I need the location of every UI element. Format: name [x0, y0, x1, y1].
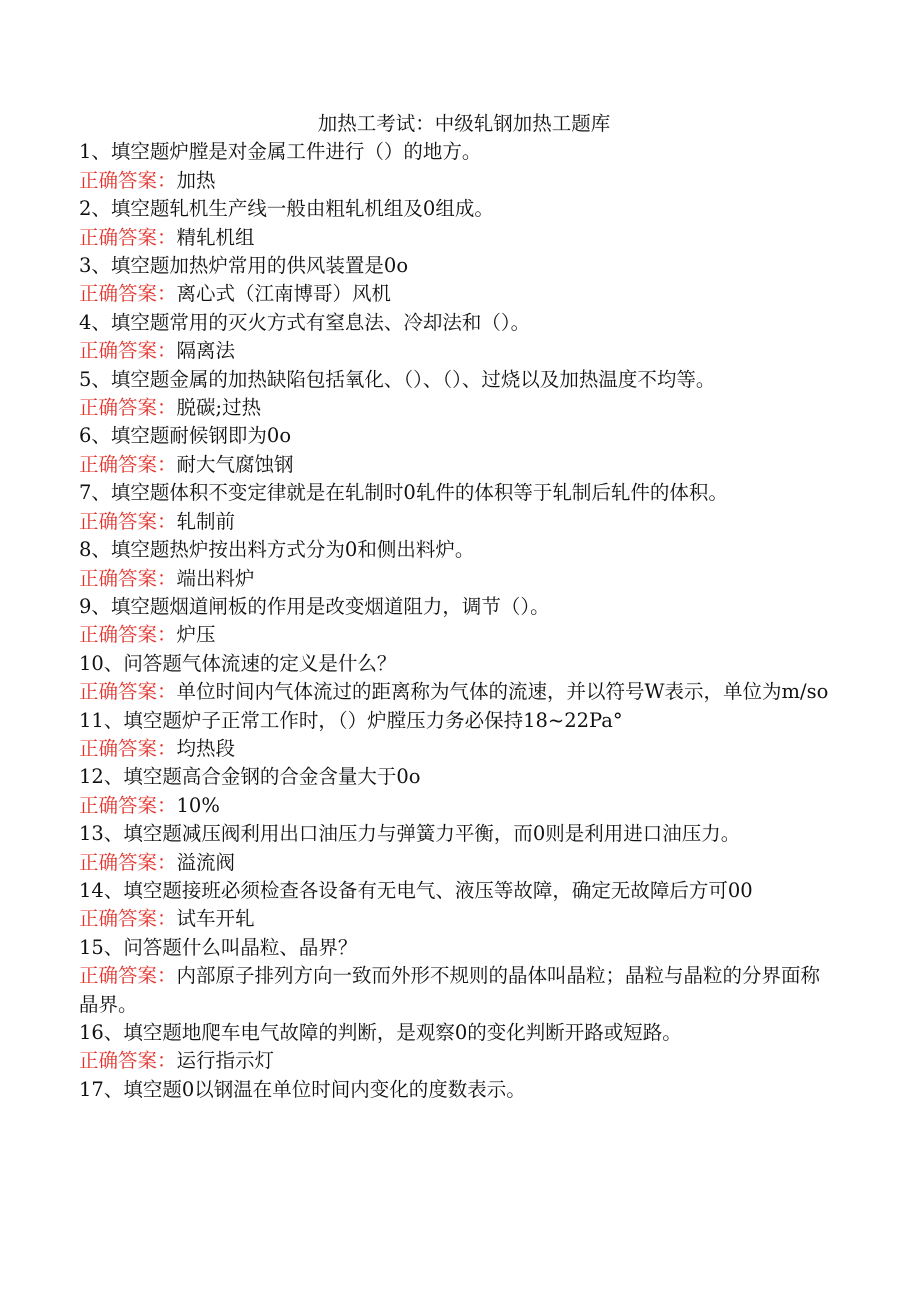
answer-label: 正确答案： [79, 736, 177, 760]
question-text: 3、填空题加热炉常用的供风装置是0o [79, 254, 409, 278]
question-list [79, 138, 829, 1104]
answer-line [79, 167, 829, 195]
question-text: 7、填空题体积不变定律就是在轧制时0轧件的体积等于轧制后轧件的体积。 [79, 481, 728, 505]
answer-text: 内部原子排列方向一致而外形不规则的晶体叫晶粒；晶粒与晶粒的分界面称晶界。 [79, 964, 821, 1016]
question-text: 11、填空题炉子正常工作时，（）炉膛压力务必保持18~22Pa° [79, 708, 623, 732]
answer-text: 均热段 [176, 736, 236, 760]
question-text: 4、填空题常用的灭火方式有窒息法、冷却法和（）。 [79, 310, 531, 334]
answer-text: 耐大气腐蚀钢 [176, 452, 294, 476]
answer-label: 正确答案： [79, 225, 177, 249]
answer-text: 10% [176, 793, 220, 817]
answer-label: 正确答案： [79, 623, 177, 647]
question-text: 1、填空题炉膛是对金属工件进行（）的地方。 [79, 140, 482, 164]
question-text: 14、填空题接班必须检查各设备有无电气、液压等故障，确定无故障后方可00 [79, 878, 753, 902]
answer-line [79, 394, 829, 422]
answer-label: 正确答案： [79, 509, 177, 533]
answer-label: 正确答案： [79, 339, 177, 363]
answer-text: 轧制前 [176, 509, 236, 533]
answer-label: 正确答案： [79, 282, 177, 306]
answer-line [79, 849, 829, 877]
answer-text: 精轧机组 [176, 225, 255, 249]
answer-line [79, 337, 829, 365]
answer-label: 正确答案： [79, 452, 177, 476]
answer-label: 正确答案： [79, 168, 177, 192]
answer-text: 炉压 [176, 623, 216, 647]
answer-line [79, 621, 829, 649]
question-text: 5、填空题金属的加热缺陷包括氧化、（）、（）、过烧以及加热温度不均等。 [79, 367, 716, 391]
answer-line [79, 508, 829, 536]
answer-text: 端出料炉 [176, 566, 255, 590]
question-text: 10、问答题气体流速的定义是什么？ [79, 651, 397, 675]
answer-text: 离心式（江南博哥）风机 [176, 282, 392, 306]
answer-line [79, 224, 829, 252]
answer-label: 正确答案： [79, 907, 177, 931]
question-text: 9、填空题烟道闸板的作用是改变烟道阻力，调节（）。 [79, 594, 550, 618]
answer-line [79, 792, 829, 820]
question-text: 2、填空题轧机生产线一般由粗轧机组及0组成。 [79, 197, 494, 221]
answer-label: 正确答案： [79, 964, 177, 988]
answer-label: 正确答案： [79, 793, 177, 817]
question-text: 8、填空题热炉按出料方式分为0和侧出料炉。 [79, 538, 475, 562]
answer-line [79, 905, 829, 933]
answer-text: 隔离法 [176, 339, 236, 363]
question-text: 15、问答题什么叫晶粒、晶界？ [79, 935, 358, 959]
question-text: 17、填空题0以钢温在单位时间内变化的度数表示。 [79, 1077, 526, 1101]
question-text: 13、填空题减压阀利用出口油压力与弹簧力平衡，而0则是利用进口油压力。 [79, 822, 741, 846]
answer-label: 正确答案： [79, 680, 177, 704]
answer-label: 正确答案： [79, 566, 177, 590]
answer-line [79, 565, 829, 593]
answer-line [79, 280, 829, 308]
answer-text: 单位时间内气体流过的距离称为气体的流速，并以符号W表示，单位为m/so [176, 680, 829, 704]
answer-label: 正确答案： [79, 1049, 177, 1073]
answer-text: 加热 [176, 168, 216, 192]
document-title: 加热工考试：中级轧钢加热工题库 [317, 112, 611, 135]
answer-text: 溢流阀 [176, 850, 236, 874]
answer-text: 试车开轧 [176, 907, 255, 931]
answer-text: 运行指示灯 [176, 1049, 275, 1073]
answer-line [79, 1047, 829, 1075]
answer-line [79, 678, 829, 706]
question-text: 12、填空题高合金钢的合金含量大于0o [79, 765, 421, 789]
answer-text: 脱碳;过热 [176, 396, 262, 420]
answer-line [79, 962, 829, 1019]
answer-label: 正确答案： [79, 850, 177, 874]
question-text: 6、填空题耐候钢即为0o [79, 424, 292, 448]
document-page [79, 110, 829, 1104]
answer-label: 正确答案： [79, 396, 177, 420]
answer-line [79, 451, 829, 479]
answer-line [79, 735, 829, 763]
question-text: 16、填空题地爬车电气故障的判断，是观察0的变化判断开路或短路。 [79, 1021, 682, 1044]
